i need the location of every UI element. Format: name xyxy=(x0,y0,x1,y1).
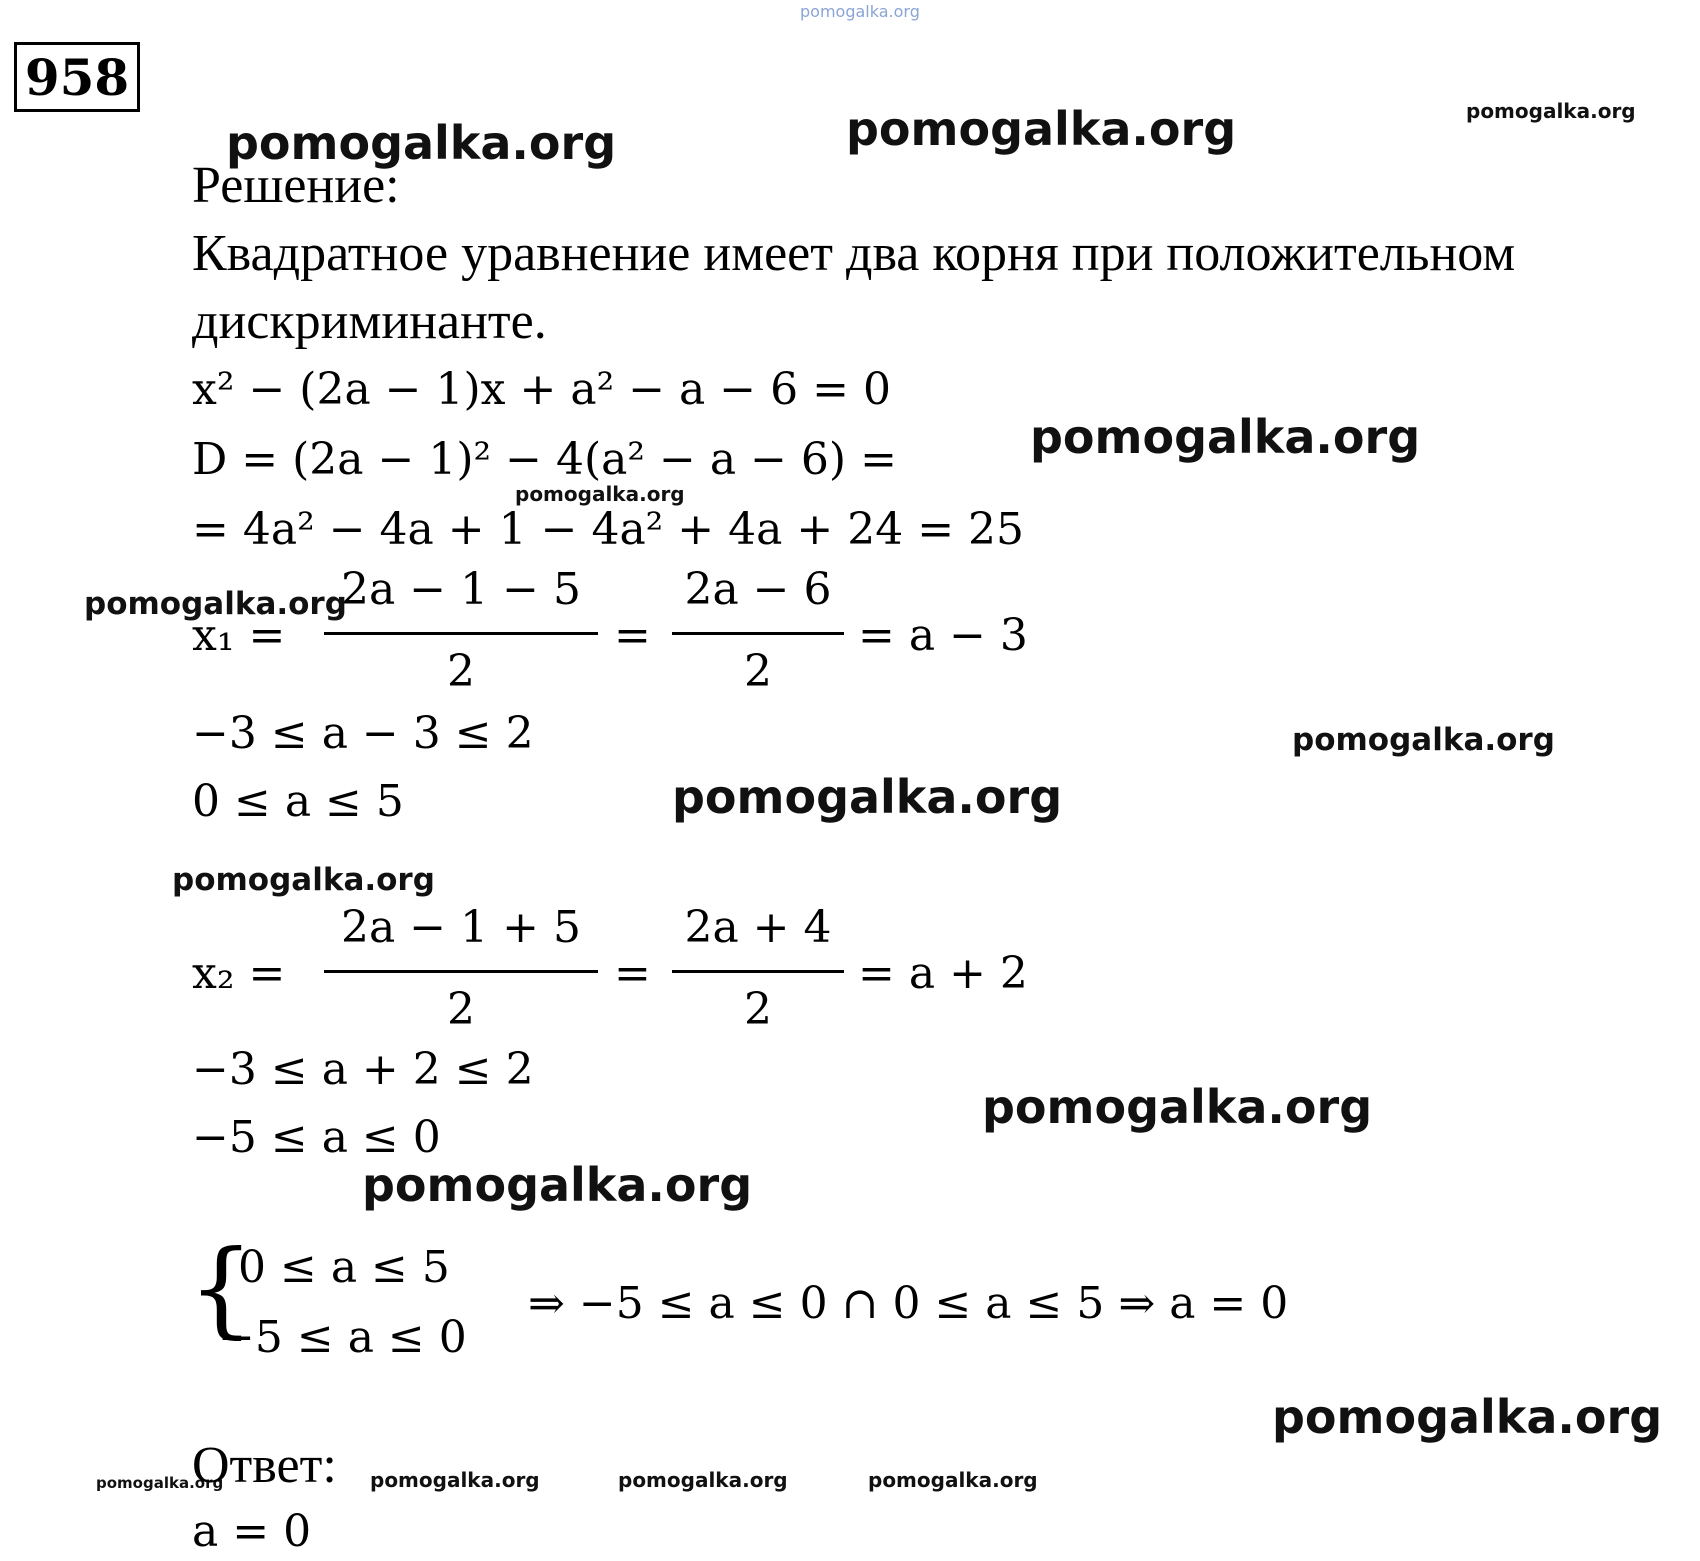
x1-fraction-1 xyxy=(324,564,598,698)
watermark: pomogalka.org xyxy=(868,1468,1038,1492)
watermark: pomogalka.org xyxy=(846,102,1237,156)
watermark: pomogalka.org xyxy=(515,482,685,506)
intro-line-1: Квадратное уравнение имеет два корня при положительном xyxy=(192,225,1516,282)
watermark: pomogalka.org xyxy=(1466,99,1636,123)
x1-numerator-2: 2a − 6 xyxy=(684,564,832,615)
watermark-top: pomogalka.org xyxy=(800,2,920,21)
x2-result: = a + 2 xyxy=(858,948,1028,999)
fraction-bar xyxy=(672,970,844,973)
discriminant-line-2: = 4a² − 4a + 1 − 4a² + 4a + 24 = 25 xyxy=(192,504,1025,555)
x2-denominator-1: 2 xyxy=(447,984,475,1035)
watermark: pomogalka.org xyxy=(982,1080,1373,1134)
watermark: pomogalka.org xyxy=(1272,1390,1663,1444)
system-conclusion: ⇒ −5 ≤ a ≤ 0 ∩ 0 ≤ a ≤ 5 ⇒ a = 0 xyxy=(528,1278,1289,1329)
x2-denominator-2: 2 xyxy=(744,984,772,1035)
x1-inequality-1: −3 ≤ a − 3 ≤ 2 xyxy=(192,708,534,759)
watermark: pomogalka.org xyxy=(672,770,1063,824)
x1-inequality-2: 0 ≤ a ≤ 5 xyxy=(192,776,404,827)
watermark: pomogalka.org xyxy=(1030,410,1421,464)
x1-denominator-1: 2 xyxy=(447,646,475,697)
watermark: pomogalka.org xyxy=(618,1468,788,1492)
solution-label: Решение: xyxy=(192,157,400,214)
watermark: pomogalka.org xyxy=(370,1468,540,1492)
discriminant-line-1: D = (2a − 1)² − 4(a² − a − 6) = xyxy=(192,434,897,485)
answer-value: a = 0 xyxy=(192,1506,312,1557)
fraction-bar xyxy=(324,632,598,635)
x1-result: = a − 3 xyxy=(858,610,1028,661)
x2-numerator-1: 2a − 1 + 5 xyxy=(341,902,581,953)
x2-inequality-1: −3 ≤ a + 2 ≤ 2 xyxy=(192,1044,534,1095)
fraction-bar xyxy=(672,632,844,635)
watermark: pomogalka.org xyxy=(226,116,617,170)
x1-equals: = xyxy=(614,610,651,661)
x1-fraction-2 xyxy=(672,564,844,698)
x1-denominator-2: 2 xyxy=(744,646,772,697)
x2-lhs: x₂ = xyxy=(192,948,286,999)
quadratic-equation: x² − (2a − 1)x + a² − a − 6 = 0 xyxy=(192,364,891,415)
system-row-1: 0 ≤ a ≤ 5 xyxy=(238,1242,450,1293)
answer-label: Ответ: xyxy=(192,1437,337,1494)
fraction-bar xyxy=(324,970,598,973)
watermark: pomogalka.org xyxy=(1292,722,1555,758)
watermark: pomogalka.org xyxy=(84,586,347,622)
x1-numerator-1: 2a − 1 − 5 xyxy=(341,564,581,615)
system-brace: { xyxy=(188,1227,255,1349)
problem-number: 958 xyxy=(14,42,140,112)
watermark: pomogalka.org xyxy=(172,862,435,898)
watermark: pomogalka.org xyxy=(362,1158,753,1212)
x1-lhs: x₁ = xyxy=(192,610,286,661)
system-row-2: −5 ≤ a ≤ 0 xyxy=(218,1312,467,1363)
x2-equals: = xyxy=(614,948,651,999)
x2-fraction-1 xyxy=(324,902,598,1036)
x2-fraction-2 xyxy=(672,902,844,1036)
watermark: pomogalka.org xyxy=(96,1474,224,1492)
intro-line-2: дискриминанте. xyxy=(192,293,547,350)
x2-inequality-2: −5 ≤ a ≤ 0 xyxy=(192,1112,441,1163)
x2-numerator-2: 2a + 4 xyxy=(684,902,832,953)
